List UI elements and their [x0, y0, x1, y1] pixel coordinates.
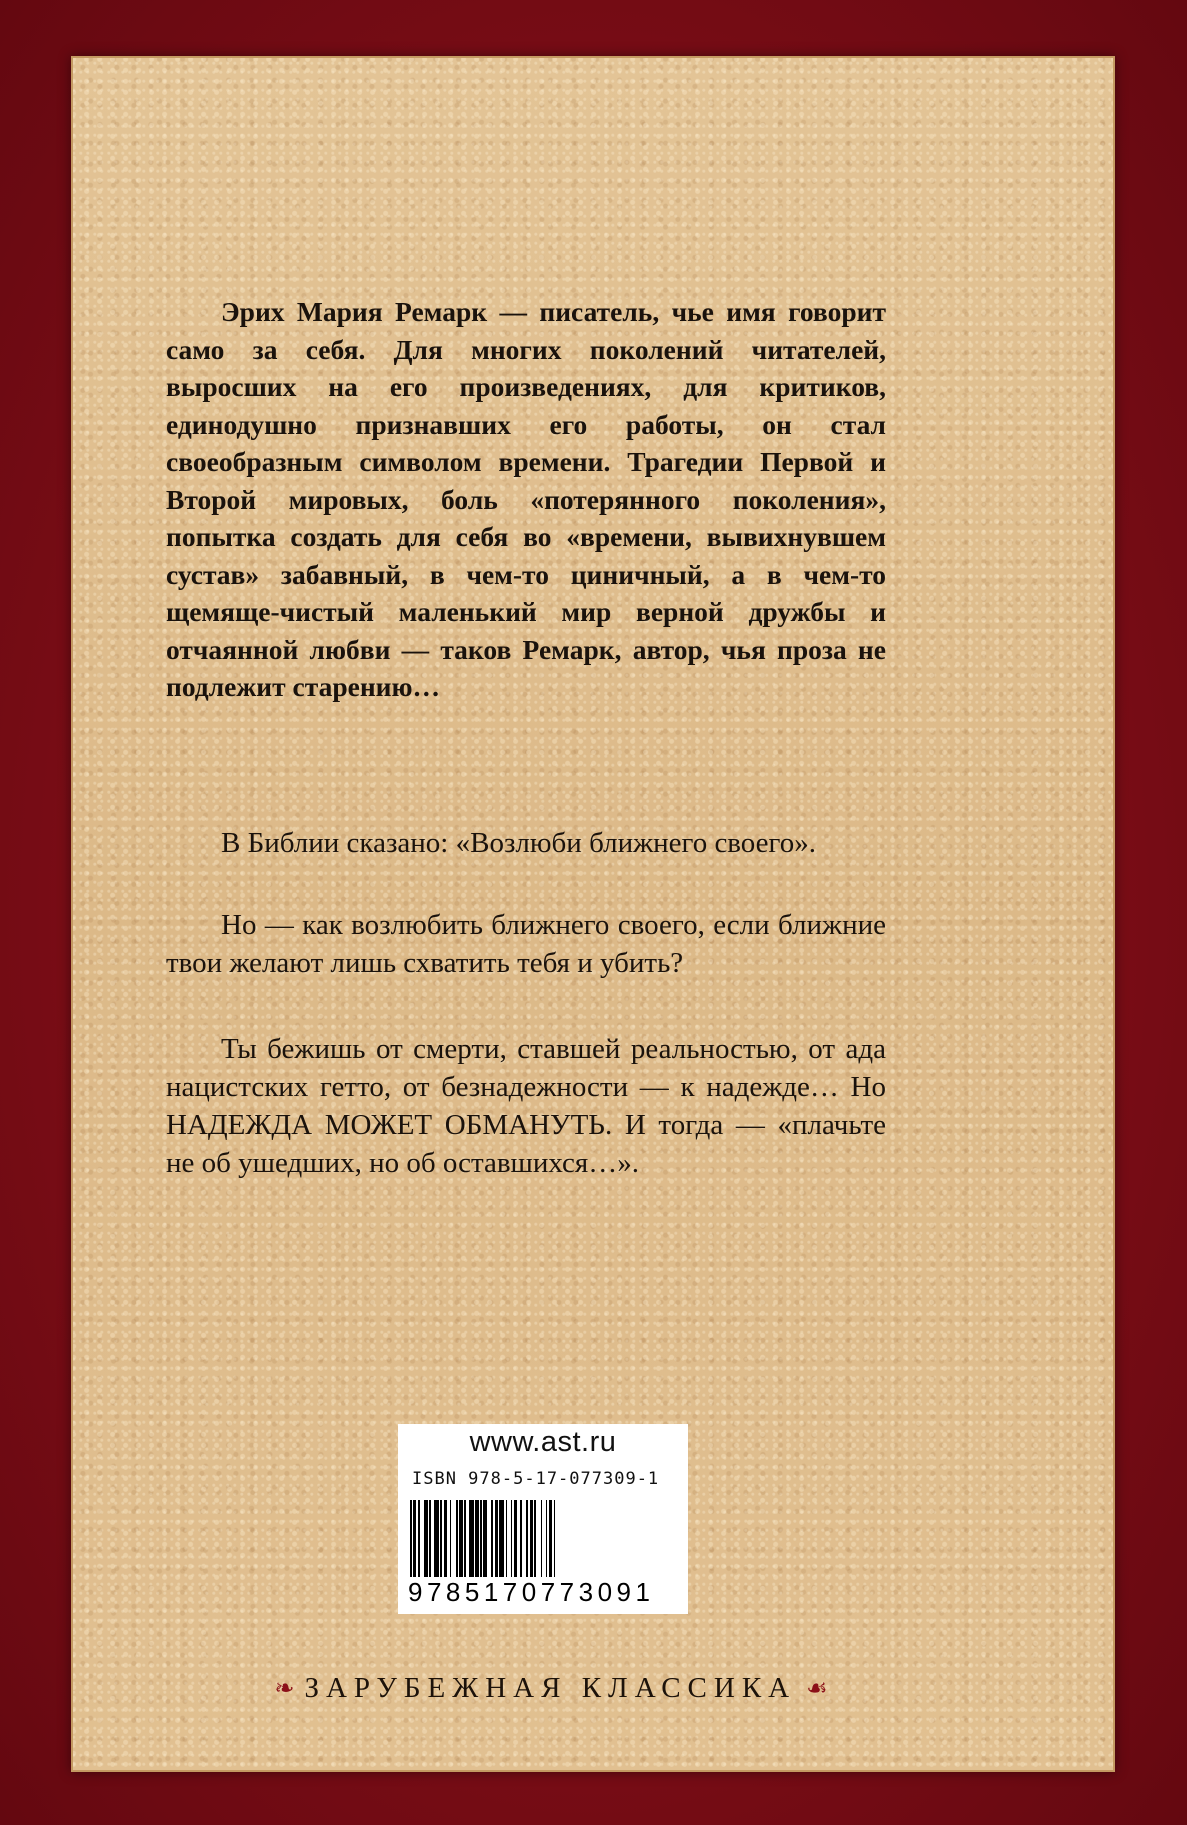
- author-description-paragraph: Эрих Мария Ремарк — писатель, чье имя говорит само за себя. Для многих поколений читателей, выросших на его произведениях, для критиков, единодушно признавших его работы, он стал своеобразным символом времени. Трагедии Первой и Второй мировых, боль «потерянного поколения», попытка создать для себя во «времени, вывихнувшем сустав» забавный, в чем-то циничный, а в чем-то щемяще-чистый маленький мир верной дружбы и отчаянной любви — таков Ремарк, автор, чья проза не подлежит старению…: [166, 296, 886, 702]
- series-name: ЗАРУБЕЖНАЯ КЛАССИКА: [304, 1672, 797, 1704]
- barcode-sticker: [398, 1424, 688, 1614]
- bible-quote-paragraph: В Библии сказано: «Возлюби ближнего своего».: [221, 827, 816, 859]
- fleuron-right-icon: ☙: [806, 1675, 828, 1702]
- barcode: [410, 1500, 676, 1582]
- barcode-stripe: [555, 1500, 560, 1582]
- series-banner: [206, 1672, 896, 1705]
- isbn-number: ISBN 978-5-17-077309-1: [412, 1469, 660, 1489]
- ean-digits: 9785170773091: [408, 1577, 680, 1608]
- plot-paragraph: Ты бежишь от смерти, ставшей реальностью, от ада нацистских гетто, от безнадежности — к надежде… Но НАДЕЖДА МОЖЕТ ОБМАНУТЬ. И тогда — «плачьте не об ушедших, но об оставшихся…».: [166, 1033, 886, 1179]
- publisher-url: www.ast.ru: [469, 1426, 617, 1458]
- question-paragraph: Но — как возлюбить ближнего своего, если ближние твои желают лишь схватить тебя и убить?: [166, 909, 886, 979]
- fleuron-left-icon: ❧: [274, 1675, 295, 1702]
